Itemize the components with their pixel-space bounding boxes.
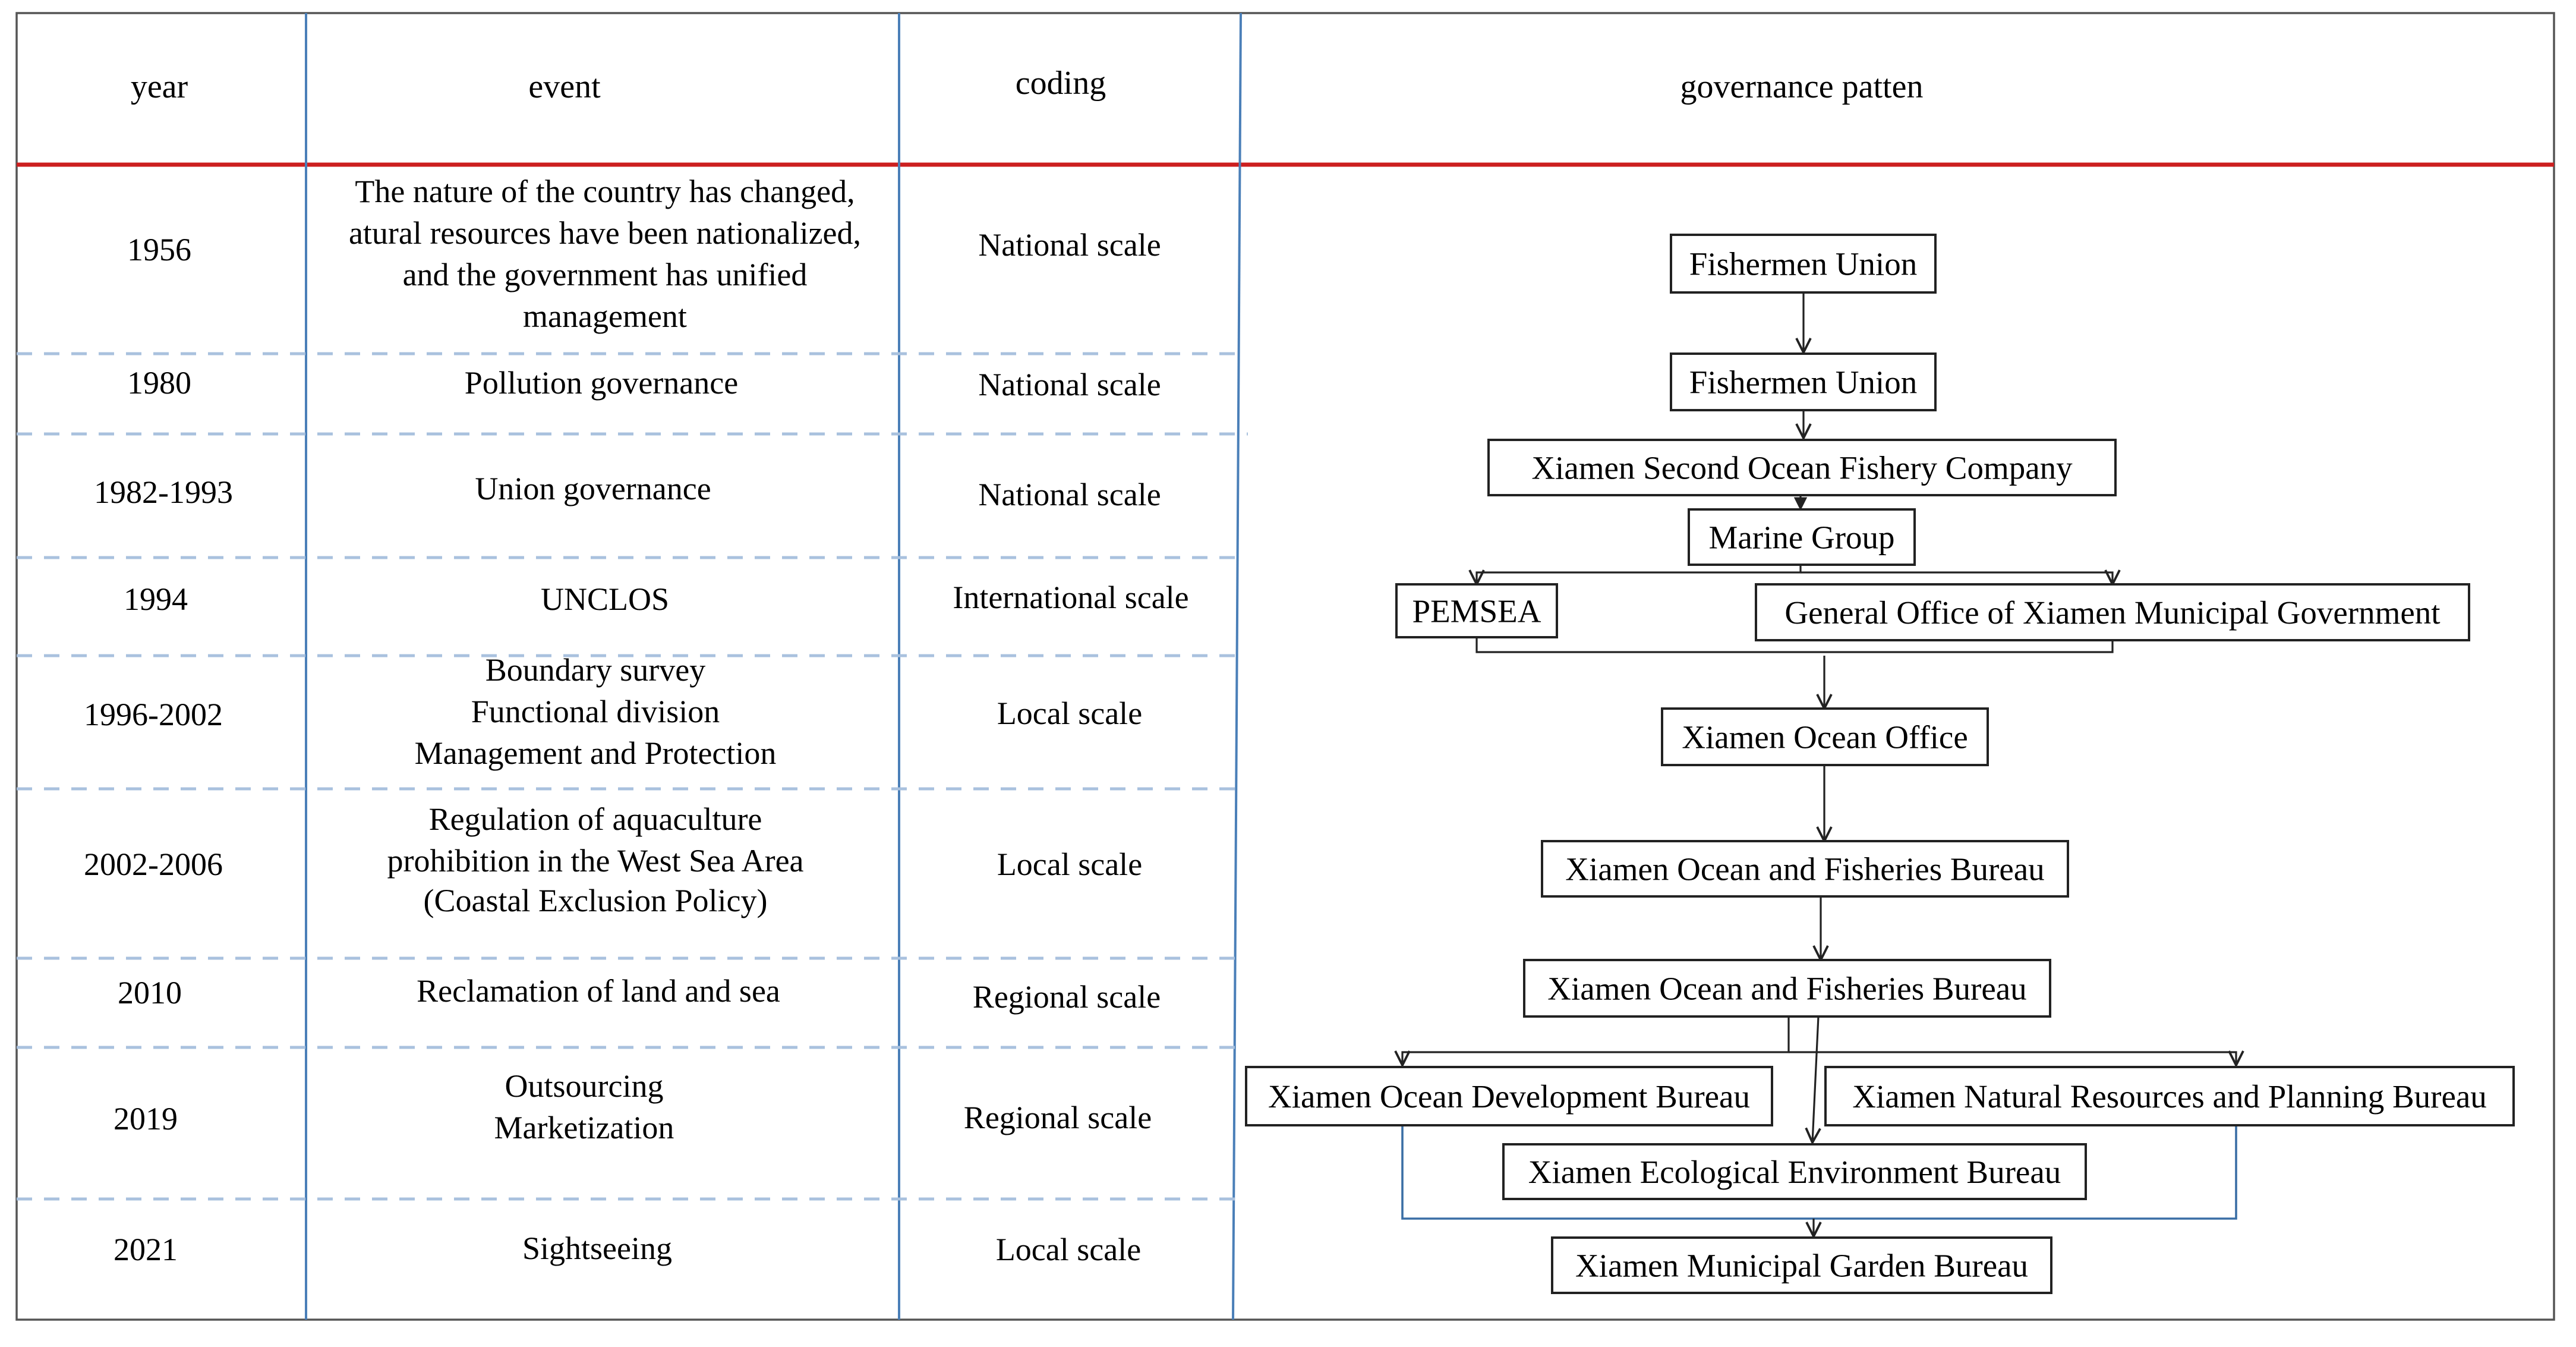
edge-marinegroup-split [1477, 565, 1801, 584]
diagram-nodes [1246, 235, 2514, 1293]
row-year: 1982-1993 [94, 474, 233, 510]
row-event-line: Reclamation of land and sea [417, 973, 780, 1009]
node-marine-group [1689, 509, 1915, 565]
table-row [124, 580, 1189, 617]
table-row [118, 973, 1161, 1015]
row-year: 2021 [113, 1232, 178, 1267]
row-event-line: prohibition in the West Sea Area [387, 843, 804, 879]
row-event-line: (Coastal Exclusion Policy) [423, 883, 768, 918]
row-year: 1980 [127, 365, 191, 401]
node-label: General Office of Xiamen Municipal Government [1784, 594, 2441, 631]
row-coding: National scale [978, 367, 1161, 402]
row-event-line: Functional division [471, 694, 720, 729]
node-ocean-development [1246, 1067, 1772, 1125]
row-event-line: Regulation of aquaculture [428, 801, 762, 837]
row-year: 2002-2006 [84, 846, 223, 882]
node-ocean-fisheries-2 [1524, 960, 2050, 1016]
table-row [127, 174, 1161, 334]
node-label: PEMSEA [1412, 593, 1541, 630]
row-year: 1994 [124, 581, 188, 617]
node-fishermen-union-1 [1671, 235, 1935, 292]
node-label: Fishermen Union [1689, 364, 1918, 401]
column-separator-coding [1233, 13, 1241, 1320]
edge-fisheries2-naturalresources [1789, 1052, 2236, 1065]
row-event-line: UNCLOS [540, 581, 670, 617]
row-event-line: The nature of the country has changed, [355, 174, 855, 209]
row-event-line: Management and Protection [414, 735, 777, 771]
node-natural-resources [1825, 1067, 2514, 1125]
node-garden-bureau [1552, 1238, 2051, 1293]
table-row [84, 652, 1142, 771]
header-year: year [130, 68, 188, 105]
row-year: 1956 [127, 232, 191, 267]
row-event-line: atural resources have been nationalized, [348, 215, 862, 251]
node-label: Fishermen Union [1689, 246, 1918, 282]
table-row [84, 801, 1142, 918]
table-row [94, 471, 1161, 512]
row-coding: Local scale [997, 695, 1143, 731]
node-label: Xiamen Municipal Garden Bureau [1575, 1247, 2029, 1284]
node-label: Xiamen Ocean Development Bureau [1268, 1078, 1750, 1115]
table-body [84, 174, 1189, 1267]
row-coding: Local scale [995, 1232, 1142, 1267]
table-row [113, 1230, 1141, 1267]
row-event-line: and the government has unified [402, 257, 808, 292]
table-row [113, 1068, 1152, 1145]
node-second-ocean-fishery [1489, 440, 2115, 495]
header-coding: coding [1015, 65, 1106, 102]
edge-fisheries2-ecological [1812, 1016, 1818, 1143]
row-event-line: Boundary survey [485, 652, 706, 688]
row-coding: National scale [978, 477, 1161, 512]
node-ocean-fisheries-1 [1542, 841, 2068, 896]
governance-diagram [1246, 235, 2514, 1293]
node-label: Marine Group [1708, 519, 1895, 556]
row-coding: National scale [978, 227, 1161, 263]
node-label: Xiamen Ocean Office [1682, 719, 1968, 756]
node-ocean-office [1662, 709, 1988, 765]
row-event-line: Marketization [494, 1110, 674, 1145]
edge-fisheries2-development [1402, 1016, 1789, 1065]
row-coding: Regional scale [963, 1100, 1152, 1135]
node-label: Xiamen Natural Resources and Planning Bureau [1852, 1078, 2487, 1115]
row-coding: Regional scale [972, 979, 1161, 1015]
row-event-line: Sightseeing [522, 1230, 672, 1266]
row-event-line: Union governance [475, 471, 711, 506]
header-governance: governance patten [1680, 68, 1924, 105]
node-general-office [1756, 584, 2469, 640]
row-event-line: Outsourcing [505, 1068, 664, 1104]
row-event-line: Pollution governance [464, 365, 739, 401]
row-coding: International scale [953, 580, 1189, 615]
row-year: 2019 [113, 1101, 178, 1137]
node-fishermen-union-2 [1671, 354, 1935, 410]
header-event: event [528, 68, 601, 105]
edge-marinegroup-generaloffice [1801, 572, 2112, 584]
row-year: 1996-2002 [84, 697, 223, 732]
node-label: Xiamen Ecological Environment Bureau [1528, 1154, 2061, 1190]
row-year: 2010 [118, 975, 182, 1011]
table-row [127, 365, 1161, 402]
node-ecological-environment [1503, 1144, 2086, 1199]
node-pemsea [1396, 584, 1557, 637]
node-label: Xiamen Ocean and Fisheries Bureau [1565, 851, 2045, 887]
node-label: Xiamen Ocean and Fisheries Bureau [1547, 970, 2027, 1007]
row-event-line: management [523, 298, 687, 334]
row-coding: Local scale [997, 846, 1143, 882]
node-label: Xiamen Second Ocean Fishery Company [1531, 449, 2073, 486]
